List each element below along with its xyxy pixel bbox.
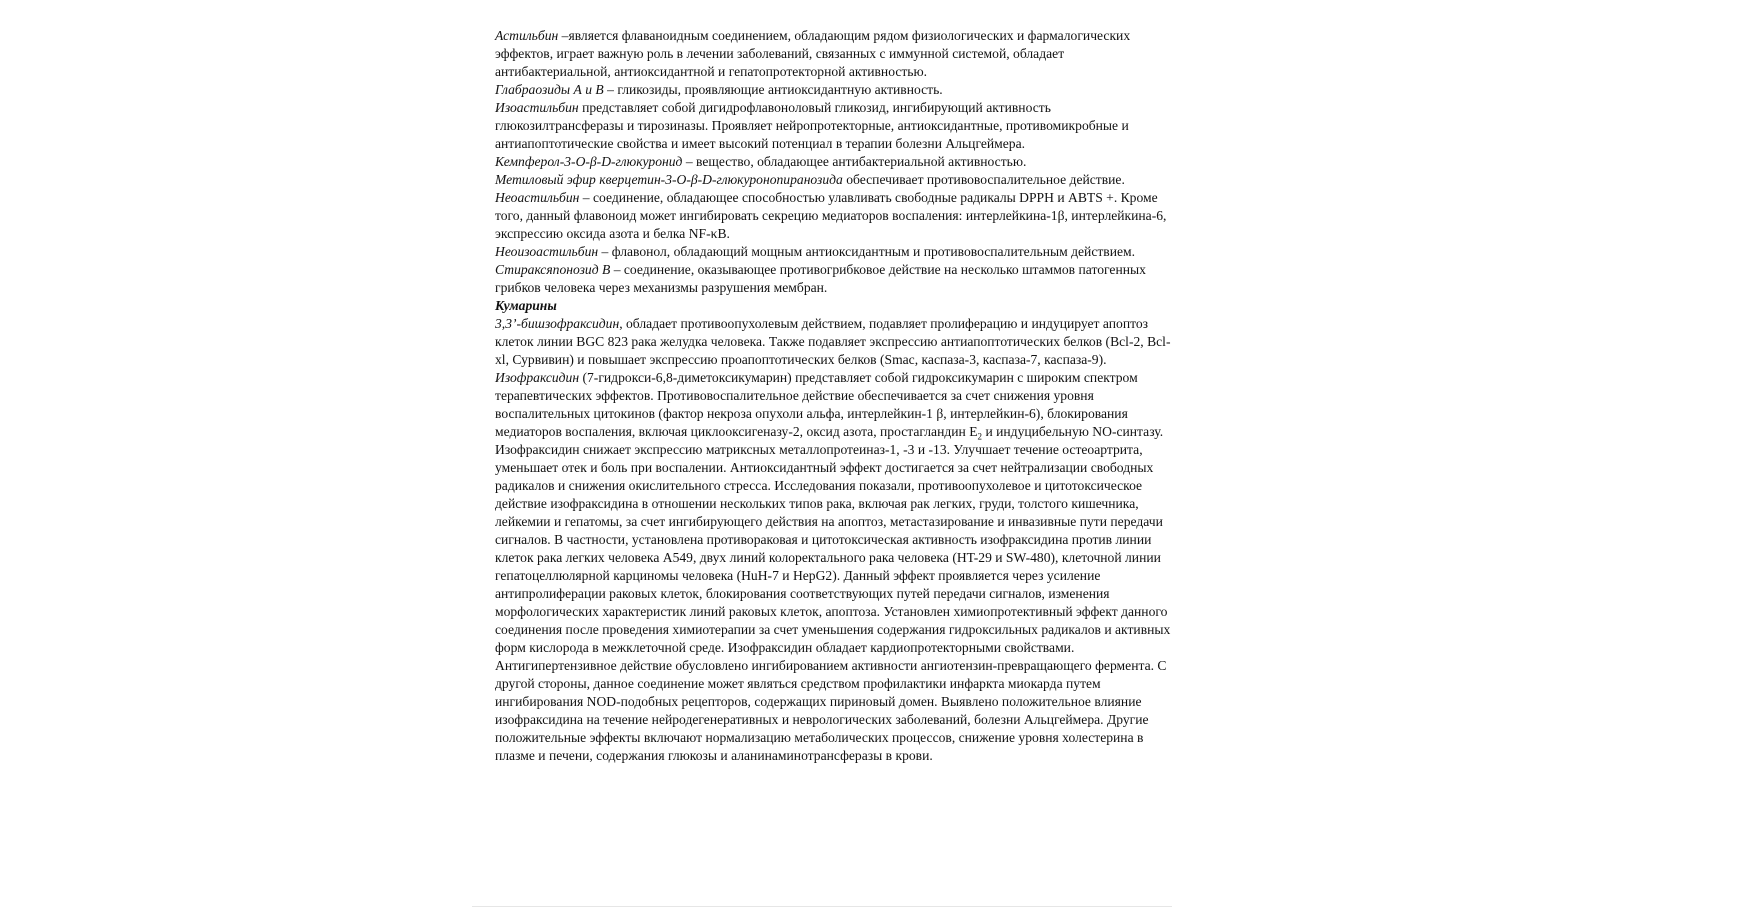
paragraph-neoisoastilbin — [495, 243, 1175, 261]
document-text-column — [495, 27, 1175, 765]
paragraph-isoastilbin — [495, 99, 1175, 153]
term-glabraosides: Глабраозиды А и В — [495, 82, 604, 97]
paragraph-glabraosides — [495, 81, 1175, 99]
paragraph-quercetin-ester — [495, 171, 1175, 189]
term-isofraxidin: Изофраксидин — [495, 370, 580, 385]
paragraph-kaempferol — [495, 153, 1175, 171]
paragraph-text: обеспечивает противовоспалительное действие. — [842, 172, 1125, 187]
term-bisisofraxidin: 3,3’-бишзофраксидин — [495, 316, 620, 331]
paragraph-styraxjaponoside — [495, 261, 1175, 297]
page-bottom-divider — [472, 906, 1172, 907]
paragraph-text: – соединение, обладающее способностью улавливать свободные радикалы DPPH и ABTS +. Кроме того, данный флавоноид может ингибировать секрецию медиаторов воспаления: интерлейкина-1β, интерлейкина-6, экспрессию оксида азота и белка NF-κB. — [495, 190, 1167, 241]
paragraph-bisisofraxidin — [495, 315, 1175, 369]
paragraph-text: –является флаваноидным соединением, обладающим рядом физиологических и фармалогических эффектов, играет важную роль в лечении заболеваний, связанных с иммунной системой, обладает антибактериальной, антиоксидантной и гепатопротекторной активностью. — [495, 28, 1131, 79]
paragraph-text: – флавонол, обладающий мощным антиоксидантным и противовоспалительным действием. — [598, 244, 1136, 259]
section-heading-coumarins: Кумарины — [495, 298, 557, 313]
term-quercetin-ester: Метиловый эфир кверцетин-3-О-β-D-глюкуронопиранозида — [495, 172, 843, 187]
paragraph-neoastilbin — [495, 189, 1175, 243]
term-styraxjaponoside: Стираксяпонозид В — [495, 262, 611, 277]
paragraph-isofraxidin — [495, 369, 1175, 765]
paragraph-text: представляет собой дигидрофлавоноловый гликозид, ингибирующий активность глюкозилтрансферазы и тирозиназы. Проявляет нейропротекторные, антиоксидантные, противомикробные и антиапоптотические свойства и имеет высокий потенциал в терапии болезни Альцгеймера. — [495, 100, 1129, 151]
paragraph-astilbin — [495, 27, 1175, 81]
term-astilbin: Астильбин — [495, 28, 559, 43]
term-kaempferol: Кемпферол-3-О-β-D-глюкуронид — [495, 154, 683, 169]
term-neoastilbin: Неоастильбин — [495, 190, 580, 205]
paragraph-text: , обладает противоопухолевым действием, подавляет пролиферацию и индуцирует апоптоз клеток линии BGC 823 рака желудка человека. Также подавляет экспрессию антиапоптотических белков (Bcl-2, Bcl-xl, Сурвивин) и повышает экспрессию проапоптотических белков (Smac, каспаза-3, каспаза-7, каспаза-9). — [495, 316, 1171, 367]
subscript: 2 — [977, 431, 983, 442]
term-isoastilbin: Изоастильбин — [495, 100, 579, 115]
paragraph-text: – гликозиды, проявляющие антиоксидантную активность. — [603, 82, 943, 97]
paragraph-text: – соединение, оказывающее противогрибковое действие на несколько штаммов патогенных грибков человека через механизмы разрушения мембран. — [495, 262, 1146, 295]
paragraph-text: и индуцибельную NO-синтазу. Изофраксидин снижает экспрессию матриксных металлопротеиназ-1, -3 и -13. Улучшает течение остеоартрита, уменьшает отек и боль при воспалении. Антиоксидантный эффект достигается за счет нейтрализации свободных радикалов и снижения окислительного стресса. Исследования показали, противоопухолевое и цитотоксическое действие изофраксидина в отношении нескольких типов рака, включая рак легких, груди, толстого кишечника, лейкемии и гепатомы, за счет ингибирующего действия на апоптоз, метастазирование и инвазивные пути передачи сигналов. В частности, установлена противораковая и цитотоксическая активность изофраксидина против линии клеток рака легких человека A549, двух линий колоректального рака человека (HT-29 и SW-480), клеточной линии гепатоцеллюлярной карциномы человека (HuH-7 и HepG2). Данный эффект проявляется через усиление антипролиферации раковых клеток, блокирования соответствующих путей передачи сигналов, изменения морфологических характеристик линий раковых клеток, апоптоза. Установлен химиопротективный эффект данного соединения после проведения химиотерапии за счет уменьшения содержания гидроксильных радикалов и активных форм кислорода в межклеточной среде. Изофраксидин обладает кардиопротекторными свойствами. Антигипертензивное действие обусловлено ингибированием активности ангиотензин-превращающего фермента. С другой стороны, данное соединение может являться средством профилактики инфаркта миокарда путем ингибирования NOD-подобных рецепторов, содержащих пириновый домен. Выявлено положительное влияние изофраксидина на течение нейродегенеративных и неврологических заболеваний, болезни Альцгеймера. Другие положительные эффекты включают нормализацию метаболических процессов, снижение уровня холестерина в плазме и печени, содержания глюкозы и аланинаминотрансферазы в крови. — [495, 424, 1171, 763]
term-neoisoastilbin: Неоизоастильбин — [495, 244, 599, 259]
paragraph-text: – вещество, обладающее антибактериальной активностью. — [682, 154, 1027, 169]
paragraph-text: (7-гидрокси-6,8-диметоксикумарин) представляет собой гидроксикумарин с широким спектром терапевтических эффектов. Противовоспалительное действие обеспечивается за счет снижения уровня воспалительных цитокинов (фактор некроза опухоли альфа, интерлейкин-1 β, интерлейкин-6), блокирования медиаторов воспаления, включая циклооксигеназу-2, оксид азота, простагландин E — [495, 370, 1138, 439]
